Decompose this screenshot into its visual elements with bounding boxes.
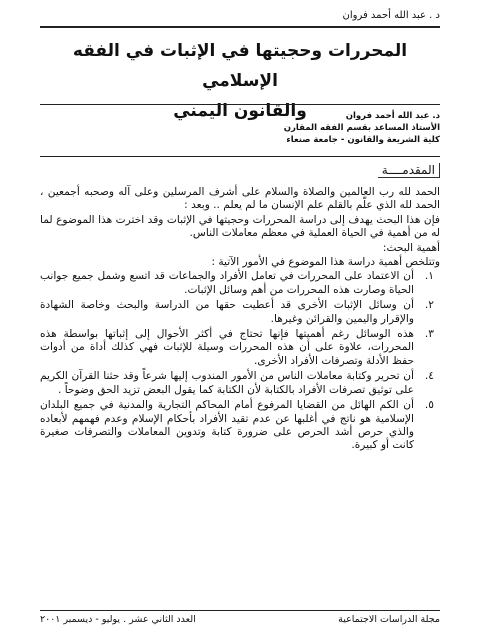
footer-rule <box>40 610 440 611</box>
author-position: الأستاذ المساعد بقسم الفقه المقارن <box>283 123 440 133</box>
importance-list <box>40 270 440 452</box>
list-item <box>40 399 440 453</box>
title-line-2: والقانون اليمني <box>173 101 307 121</box>
title-line-1: المحررات وحجيتها في الإثبات في الفقه الإسلامي <box>72 41 408 91</box>
footer-journal: مجلة الدراسات الاجتماعية <box>338 614 440 625</box>
list-item-number: ٢. <box>424 299 434 312</box>
list-item <box>40 270 440 297</box>
importance-lead: وتتلخص أهمية دراسة هذا الموضوع في الأمور الآتية : <box>211 256 440 269</box>
author-affiliation: كلية الشريعة والقانون - جامعة صنعاء <box>286 135 440 145</box>
author-name: د. عبد الله أحمد فروان <box>345 111 440 121</box>
list-item-number: ٤. <box>424 370 434 383</box>
list-item <box>40 299 440 326</box>
author-rule <box>40 156 440 157</box>
list-item-number: ١. <box>424 270 434 283</box>
list-item <box>40 370 440 397</box>
footer-issue: العدد الثاني عشر . يوليو - ديسمبر ٢٠٠١ <box>40 614 196 625</box>
intro-paragraph-2: فإن هذا البحث يهدف إلى دراسة المحررات وحجيتها في الإثبات وقد اخترت هذا الموضوع لما له من أهمية في الحياة العملية في معظم معاملات الناس. <box>40 213 440 240</box>
running-header-author: د . عبد الله أحمد فروان <box>342 10 440 21</box>
list-item <box>40 328 440 368</box>
list-item-text: أن الكم الهائل من القضايا المرفوع أمام المحاكم التجارية والمدنية في جميع البلدان الإسلامية هو ناتج في أغلبها عن عدم تقيد الأفراد بأحكام الإسلام وعدم فهمهم لأبعاده والذي حرص أشد الحرص على ضرورة كتابة وتدوين المعاملات والتصرفات صغيرة كانت أو كبيرة. <box>40 399 414 452</box>
intro-paragraph-1: الحمد لله رب العالمين والصلاة والسلام على أشرف المرسلين وعلى آله وصحبه أجمعين ، الحمد لله الذي علّم بالقلم علم الإنسان ما لم يعلم .. وبعد : <box>40 186 440 212</box>
list-item-number: ٥. <box>424 399 434 412</box>
author-block <box>284 110 440 146</box>
section-title-introduction: المقدمــــة <box>378 163 440 178</box>
list-item-text: أن وسائل الإثبات الأخرى قد أعطيت حقها من الدراسة والبحث وخاصة الشهادة والإقرار واليمين والقرائن وغيرها. <box>40 299 414 325</box>
header-rule <box>40 26 440 28</box>
body-text <box>40 186 440 455</box>
title-rule <box>40 104 440 105</box>
list-item-number: ٣. <box>424 328 434 341</box>
list-item-text: هذه الوسائل رغم أهميتها فإنها تحتاج في أكثر الأحوال إلى إثباتها بواسطة هذه المحررات، علاوة على أن هذه المحررات وسيلة للإثبات فهي كذلك أداة من أدوات حفظ الأدلة وتصرفات الأفراد الأخرى. <box>40 328 414 367</box>
list-item-text: أن الاعتماد على المحررات في تعامل الأفراد والجماعات قد اتسع وشمل جميع جوانب الحياة وصارت هذه المحررات من أهم وسائل الإثبات. <box>40 270 414 296</box>
importance-heading: أهمية البحث: <box>382 241 440 254</box>
list-item-text: أن تحرير وكتابة معاملات الناس من الأمور المندوب إليها شرعاً وقد حثنا القرآن الكريم على توثيق تصرفات الأفراد بالكتابة لأن الكتابة كما يقول البعض تزيد الحق وضوحاً . <box>40 370 414 396</box>
